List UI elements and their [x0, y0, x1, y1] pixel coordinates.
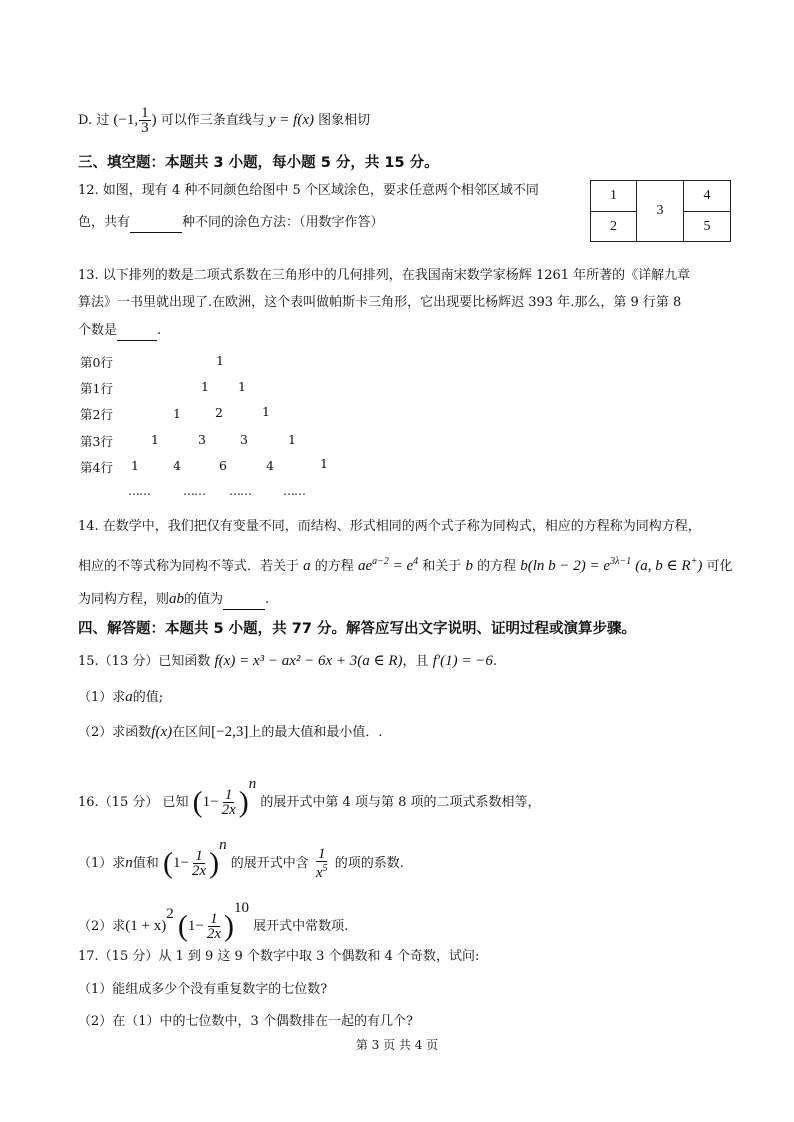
region-3: 3: [636, 180, 684, 242]
q17-part2: （2）在（1）中的七位数中，3 个偶数排在一起的有几个?: [78, 1014, 413, 1029]
region-1: 1: [590, 180, 637, 212]
q16-fraction: $\frac{1}{2x}$: [221, 787, 236, 818]
tri-value: 6: [219, 458, 227, 473]
q12-line2: 色，共有 种不同的涂色方法：（用数字作答）: [78, 214, 384, 233]
q16-part1: （1）求n值和 (1− $\frac{1}{2x}$ )$^n$ 的展开式中含 $\frac{1}{x^5}$ 的项的系数.: [78, 837, 404, 881]
row-label-0: 第0行: [80, 355, 113, 370]
ellipsis: ……: [128, 484, 150, 498]
tri-value: 4: [266, 458, 274, 473]
row-label-2: 第2行: [80, 407, 113, 422]
region-4: 4: [683, 180, 731, 212]
ellipsis: ……: [229, 484, 251, 498]
tri-value: 1: [238, 379, 246, 394]
ellipsis: ……: [283, 484, 305, 498]
tri-value: 3: [198, 432, 206, 447]
q13-line1: 13. 以下排列的数是二项式系数在三角形中的几何排列，在我国南宋数学家杨辉 1261 年所著的《详解九章: [78, 268, 691, 283]
option-d-point: (−1,: [113, 112, 139, 128]
tri-value: 1: [288, 432, 296, 447]
option-d-func: y = f(x): [268, 112, 314, 128]
q16-stem: 16.（15 分） 已知 (1− $\frac{1}{2x}$ )$^n$ 的展开式中第 4 项与第 8 项的二项式系数相等，: [78, 776, 541, 819]
q13-line3: 个数是 .: [78, 322, 161, 341]
q12-answer-blank: [130, 214, 182, 233]
q14-answer-blank: [223, 591, 265, 610]
q15-part1: （1）求a的值;: [78, 689, 164, 705]
tri-value: 1: [173, 406, 181, 421]
q15-condition: f′(1) = −6: [432, 653, 493, 669]
option-d: D. 过 (−1, $\frac{1}{3}$ ) 可以作三条直线与 y = f(x) 图象相切: [78, 105, 371, 136]
tri-value: 3: [240, 432, 248, 447]
option-d-fraction: $\frac{1}{3}$: [141, 105, 149, 136]
row-label-1: 第1行: [80, 381, 113, 396]
q14-line3: 为同构方程，则ab的值为 .: [78, 590, 269, 610]
q16-inverse-x5: $\frac{1}{x^5}$: [315, 846, 328, 881]
tri-value: 1: [151, 432, 159, 447]
q14-line1: 14. 在数学中，我们把仅有变量不同，而结构、形式相同的两个式子称为同构式，相应的方程称为同构方程，: [78, 519, 701, 534]
ellipsis: ……: [183, 484, 205, 498]
region-5: 5: [683, 211, 731, 242]
tri-value: 2: [215, 405, 223, 420]
q15-part2: （2）求函数f(x)在区间[−2,3]上的最大值和最小值．.: [78, 724, 383, 740]
q15-stem: 15.（13 分）已知函数 f(x) = x³ − ax² − 6x + 3(a ∈ R)，且 f′(1) = −6.: [78, 653, 498, 669]
option-d-mid: 可以作三条直线与: [160, 113, 265, 128]
q14-condition: (a, b ∈ R+): [635, 556, 703, 574]
q15-function: f(x) = x³ − ax² − 6x + 3(a ∈ R): [214, 653, 403, 669]
row-label-3: 第3行: [80, 434, 113, 449]
q14-line2: 相应的不等式称为同构不等式．若关于 a 的方程 $ae^{a-2} = e^4$ 和关于 b 的方程 b(ln $b - 2) = e^{3\lambda-1}$ (a, b ∈ R+) 可化: [78, 556, 733, 574]
q14-eq2: b(ln $b - 2) = e^{3\lambda-1}$: [520, 556, 632, 574]
section3-title: 三、填空题：本题共 3 小题，每小题 5 分，共 15 分。: [78, 155, 439, 171]
q17-part1: （1）能组成多少个没有重复数字的七位数?: [78, 982, 328, 997]
option-d-prefix: D. 过: [78, 113, 110, 128]
page-footer: 第 3 页 共 4 页: [355, 1038, 439, 1052]
tri-value: 4: [173, 458, 181, 473]
q16-part2: （2）求$(1 + x)^2$ (1− $\frac{1}{2x}$ )$^{10}$ 展开式中常数项.: [78, 900, 349, 943]
region-2: 2: [590, 211, 637, 242]
tri-value: 1: [201, 379, 209, 394]
tri-value: 1: [320, 456, 328, 471]
q17-stem: 17.（15 分）从 1 到 9 这 9 个数字中取 3 个偶数和 4 个奇数，试问:: [78, 949, 480, 964]
option-d-suffix: 图象相切: [318, 113, 371, 128]
q14-eq1: $ae^{a-2} = e^4$: [357, 556, 419, 574]
q13-answer-blank: [117, 322, 157, 341]
tri-value: 1: [216, 353, 224, 368]
tri-value: 1: [131, 458, 139, 473]
section4-title: 四、解答题：本题共 5 小题，共 77 分。解答应写出文字说明、证明过程或演算步骤。: [78, 621, 636, 637]
row-label-4: 第4行: [80, 460, 113, 475]
q13-line2: 算法》一书里就出现了.在欧洲，这个表叫做帕斯卡三角形，它出现要比杨辉迟 393 年.那么，第 9 行第 8: [78, 295, 682, 310]
tri-value: 1: [262, 404, 270, 419]
q12-line1: 12. 如图，现有 4 种不同颜色给图中 5 个区域涂色，要求任意两个相邻区域不同: [78, 183, 539, 198]
